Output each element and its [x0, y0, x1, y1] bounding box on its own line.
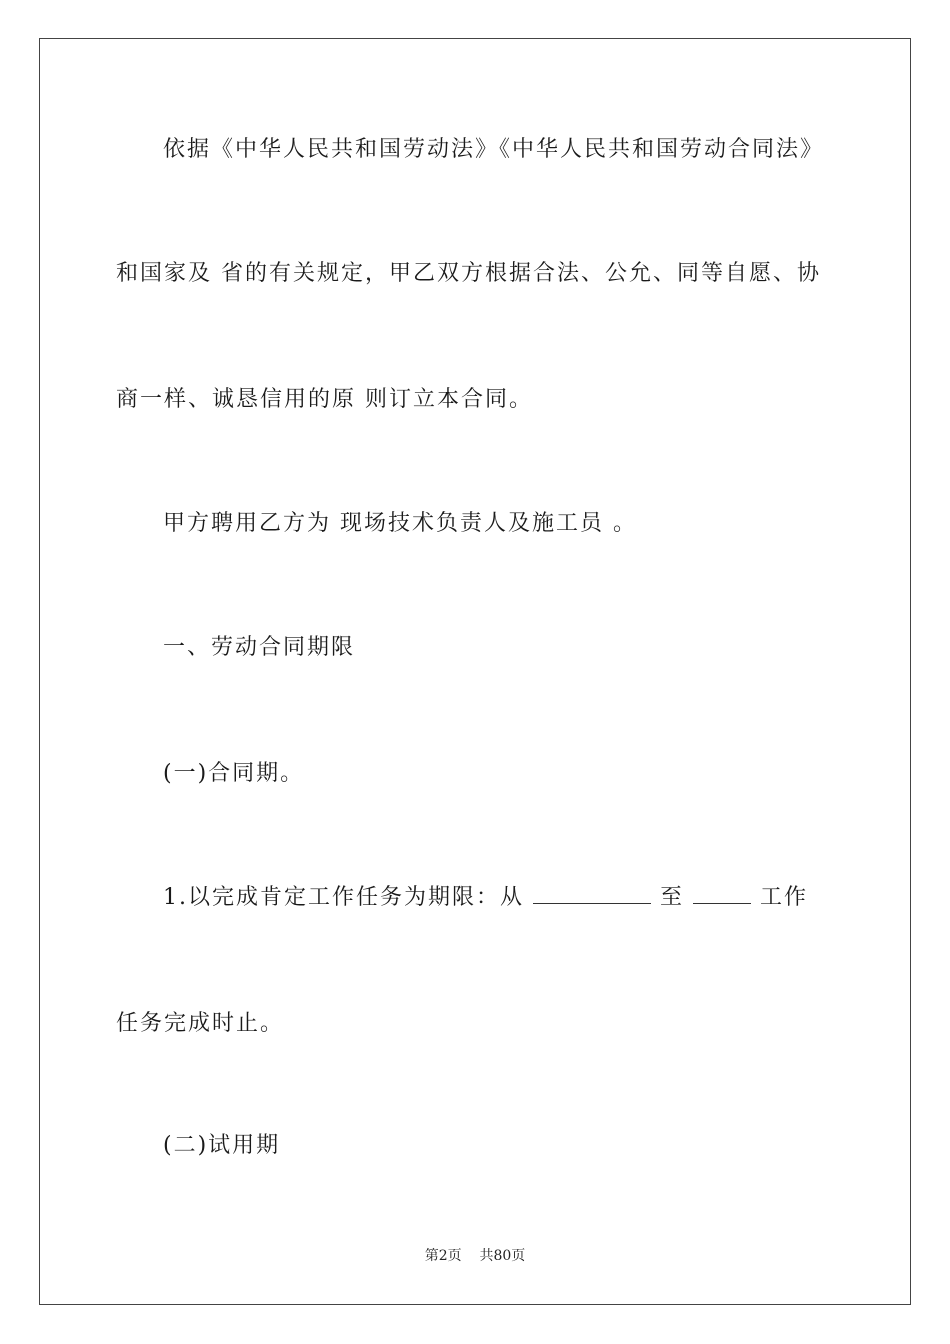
current-page-label: 第2页: [424, 1248, 462, 1264]
clause-to-word: 至: [660, 885, 685, 910]
subsection-contract-period: (一)合同期。: [163, 761, 305, 786]
clause-task-based-term-continued: 任务完成时止。: [116, 1011, 285, 1036]
paragraph-legal-basis-line3: 商一样、诚恳信用的原 则订立本合同。: [116, 387, 533, 412]
start-date-blank[interactable]: [533, 885, 651, 904]
clause-task-based-term: [163, 884, 808, 912]
page-footer: [0, 1245, 950, 1265]
end-date-blank[interactable]: [693, 885, 751, 904]
section-heading-contract-term: 一、劳动合同期限: [163, 635, 356, 660]
page-border: [39, 38, 911, 1305]
clause-task-based-term-text: 1.以完成肯定工作任务为期限：从: [163, 885, 524, 910]
subsection-probation-period: (二)试用期: [163, 1133, 281, 1158]
total-pages-label: 共80页: [479, 1248, 526, 1264]
clause-work-word: 工作: [760, 885, 809, 910]
paragraph-legal-basis-line2: 和国家及 省的有关规定，甲乙双方根据合法、公允、同等自愿、协: [116, 261, 821, 286]
paragraph-employment-position: 甲方聘用乙方为 现场技术负责人及施工员 。: [163, 511, 637, 536]
paragraph-legal-basis-line1: 依据《中华人民共和国劳动法》《中华人民共和国劳动合同法》: [163, 137, 825, 162]
